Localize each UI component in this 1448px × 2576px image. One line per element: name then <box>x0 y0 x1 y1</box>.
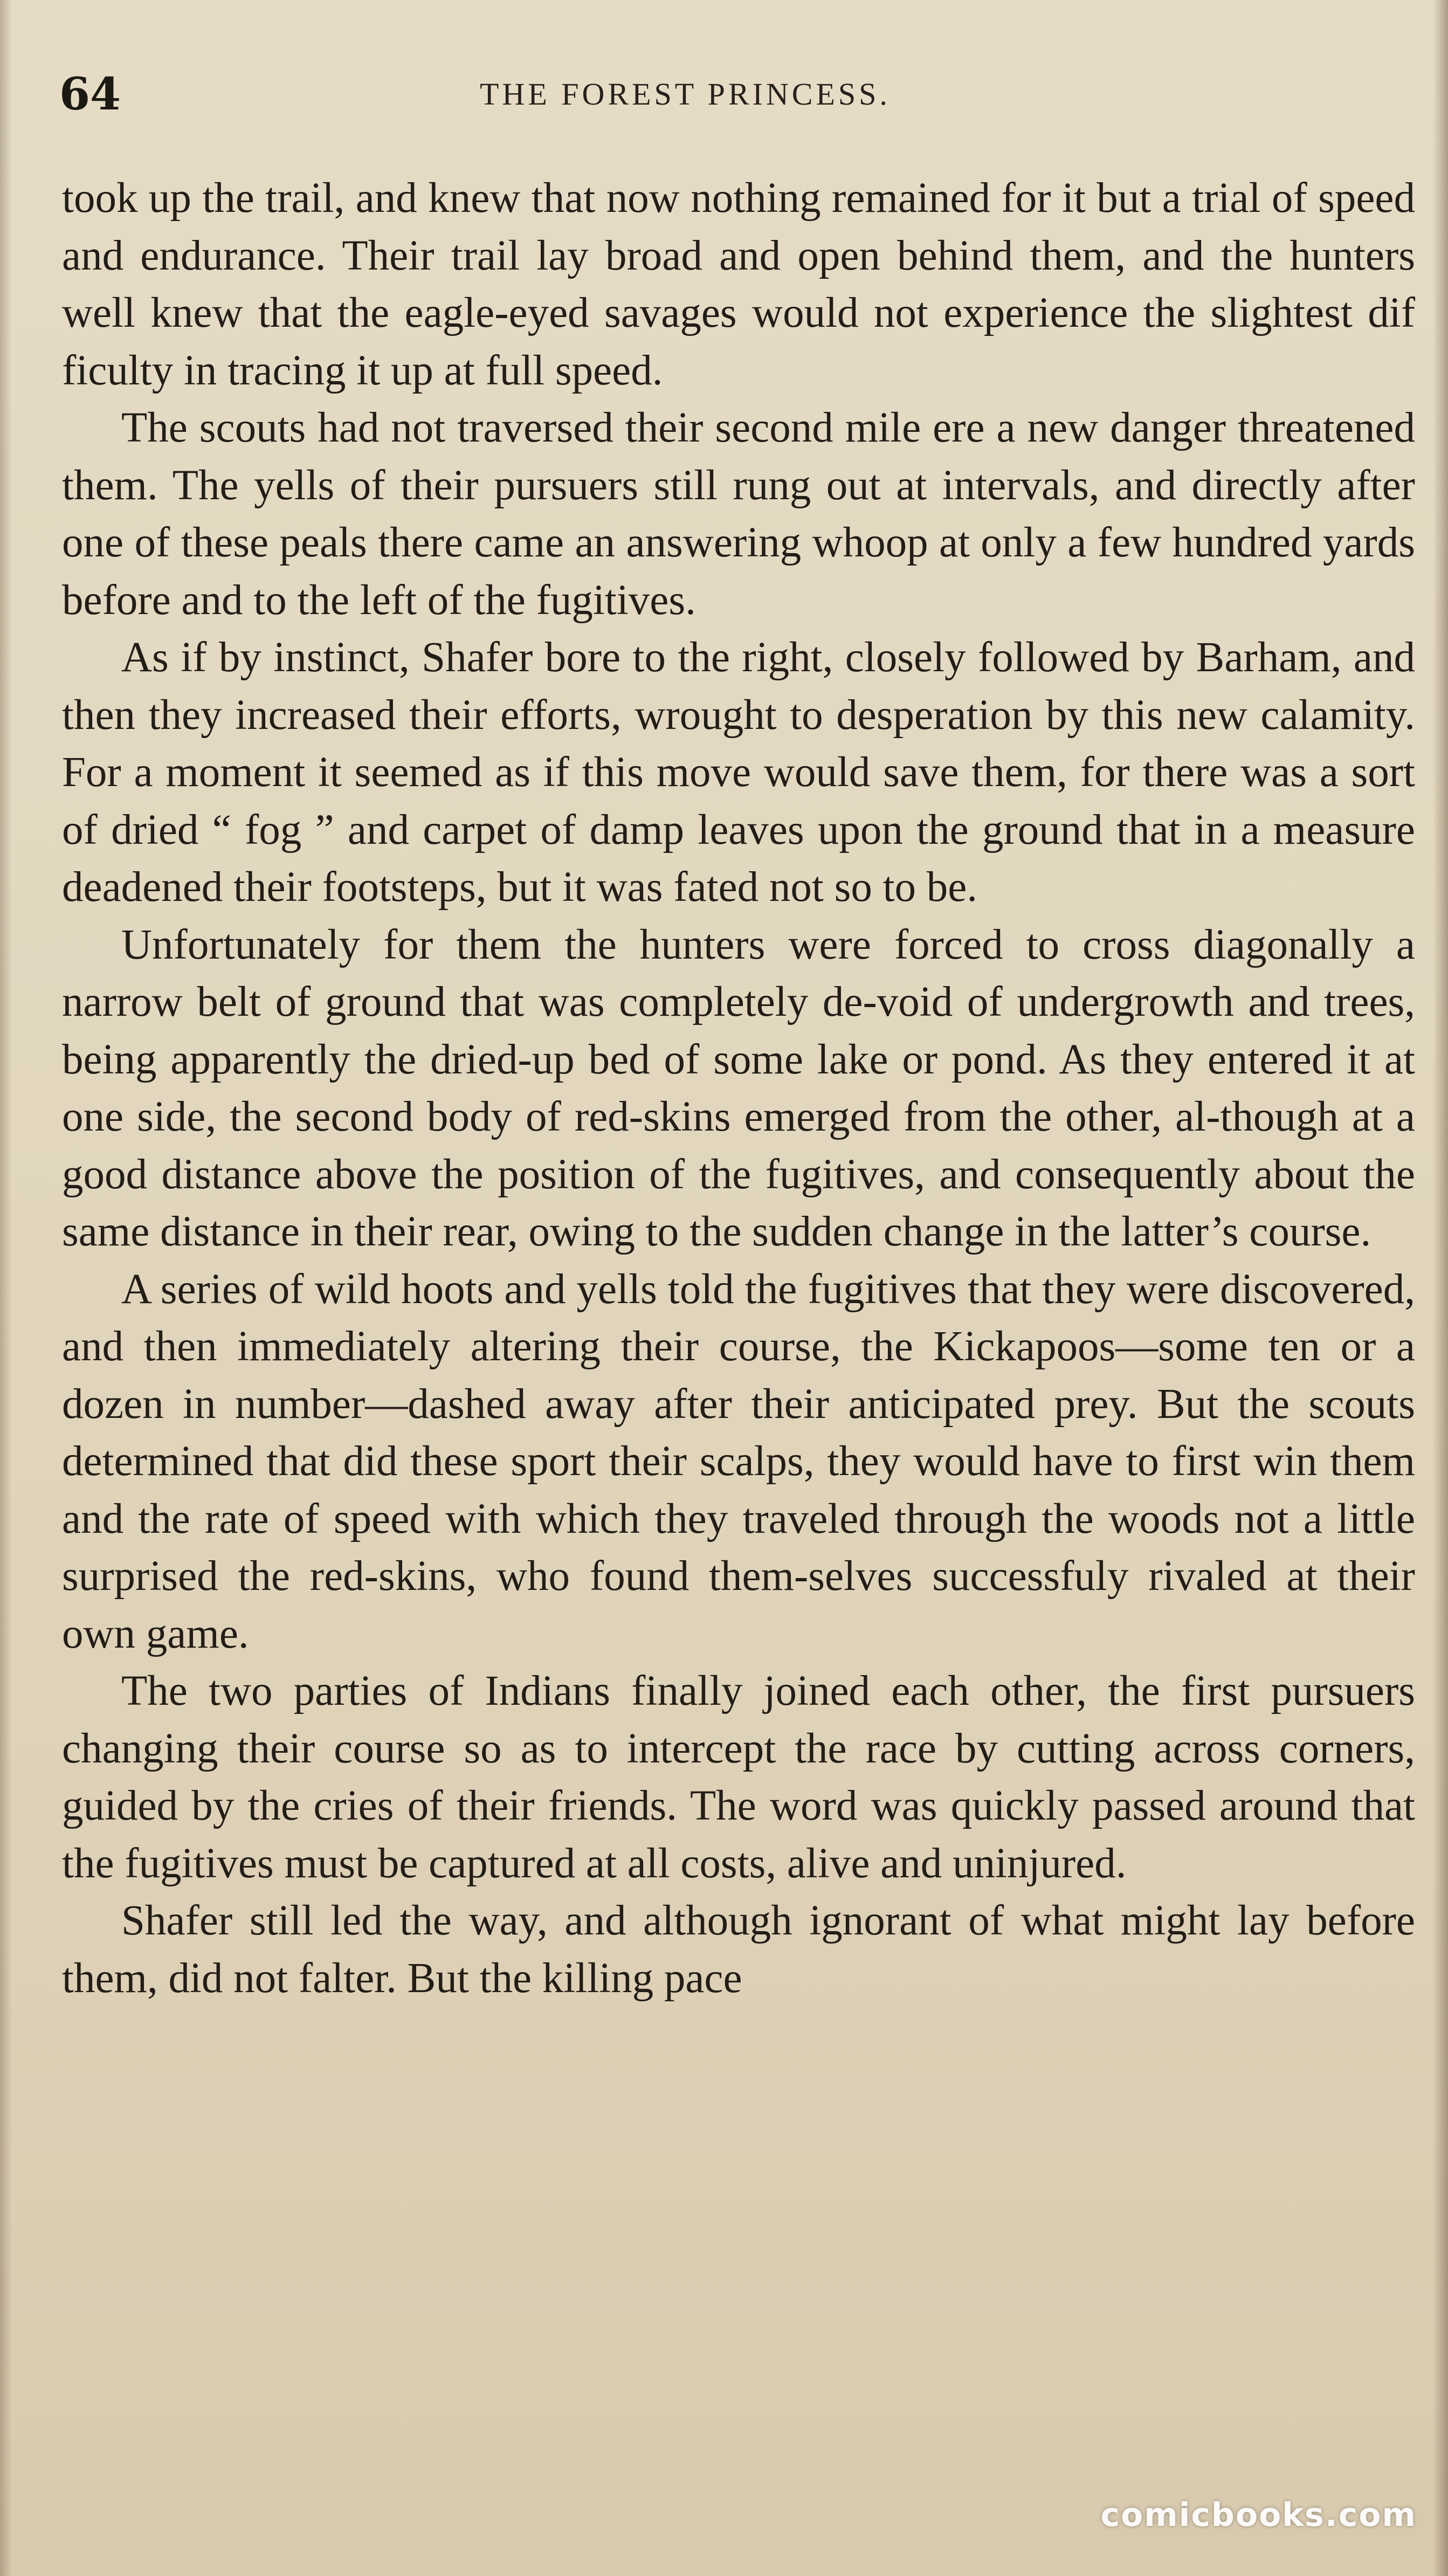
paragraph-2: The scouts had not traversed their second mile ere a new danger threatened them. The yells of their pursuers still rung out at intervals, and directly after one of these peals there came an answering whoop at only a few hundred yards before and to the left of the fugitives. <box>62 404 1415 624</box>
page-gutter-shadow <box>0 0 12 2576</box>
page-number: 64 <box>59 68 121 120</box>
paragraph-3: As if by instinct, Shafer bore to the right, closely followed by Barham, and then they increased their efforts, wrought to desperation by this new calamity. For a moment it seemed as if this move would save them, for there was a sort of dried “ fog ” and carpet of damp leaves upon the ground that in a measure deadened their footsteps, but it was fated not so to be. <box>62 634 1415 911</box>
paragraph-6: The two parties of Indians finally joined each other, the first pursuers changing their course so as to intercept the race by cutting across corners, guided by the cries of their friends. The word was quickly passed around that the fugitives must be captured at all costs, alive and uninjured. <box>62 1668 1415 1887</box>
paragraph-4: Unfortunately for them the hunters were forced to cross diagonally a narrow belt of ground that was completely de-void of undergrowth and trees, being apparently the dried-up bed of some lake or pond. As they entered it at one side, the second body of red-skins emerged from the other, al-though at a good distance above the position of the fugitives, and consequently about the same distance in their rear, owing to the sudden change in the latter’s course. <box>62 921 1415 1255</box>
page-edge-shadow <box>1433 0 1448 2576</box>
page-header <box>59 65 1418 124</box>
paragraph-7: Shafer still led the way, and although ignorant of what might lay before them, did not falter. But the killing pace <box>62 1897 1415 2002</box>
paragraph-5: A series of wild hoots and yells told the fugitives that they were discovered, and then immediately altering their course, the Kickapoos—some ten or a dozen in number—dashed away after their anticipated prey. But the scouts determined that did these sport their scalps, they would have to first win them and the rate of speed with which they traveled through the woods not a little surprised the red-skins, who found them-selves successfuly rivaled at their own game. <box>62 1265 1415 1657</box>
paragraph-1: took up the trail, and knew that now nothing remained for it but a trial of speed and endurance. Their trail lay broad and open behind them, and the hunters well knew that the eagle-eyed savages would not experience the slightest dif ficulty in tracing it up at full speed. <box>62 175 1415 394</box>
running-head: THE FOREST PRINCESS. <box>480 77 891 112</box>
watermark-text: comicbooks.com <box>1100 2496 1417 2534</box>
body-text <box>62 170 1415 2434</box>
